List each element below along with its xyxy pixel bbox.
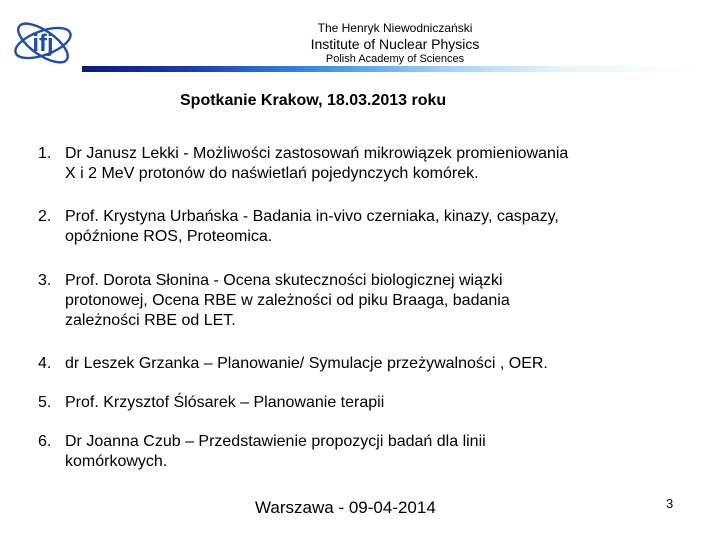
item-line: komórkowych. — [65, 453, 168, 470]
item-text — [65, 207, 678, 247]
institute-name-line2: Institute of Nuclear Physics — [310, 36, 480, 52]
item-line: zależności RBE od LET. — [65, 312, 236, 329]
item-line: dr Leszek Grzanka – Planowanie/ Symulacje przeżywalności , OER. — [65, 355, 548, 372]
agenda-item — [38, 207, 678, 247]
item-line: Prof. Krystyna Urbańska - Badania in-vivo czerniaka, kinazy, caspazy, — [65, 208, 559, 225]
item-number: 1. — [38, 145, 52, 162]
item-line: Dr Joanna Czub – Przedstawienie propozycji badań dla linii — [65, 433, 486, 450]
footer-date: Warszawa - 09-04-2014 — [255, 498, 436, 517]
institute-name-line1: The Henryk Niewodniczański — [317, 21, 473, 35]
item-line: Prof. Dorota Słonina - Ocena skuteczności biologicznej wiązki — [65, 272, 503, 289]
agenda-item — [38, 144, 678, 184]
agenda-list — [38, 144, 678, 472]
logo-letters: ifj — [32, 30, 54, 57]
item-number: 3. — [38, 272, 52, 289]
item-number: 4. — [38, 355, 52, 372]
item-text — [65, 393, 678, 413]
page-number: 3 — [666, 496, 674, 511]
item-number: 5. — [38, 394, 52, 411]
institute-name-line3: Polish Academy of Sciences — [325, 53, 465, 65]
item-text — [65, 354, 678, 374]
header-gradient-bar — [82, 66, 700, 72]
agenda-item — [38, 393, 678, 413]
item-text — [65, 144, 678, 184]
agenda-item — [38, 354, 678, 374]
agenda-item — [38, 432, 678, 472]
item-line: opóźnione ROS, Proteomica. — [65, 228, 273, 245]
item-line: Dr Janusz Lekki - Możliwości zastosowań mikrowiązek promieniowania — [65, 145, 569, 162]
item-number: 6. — [38, 433, 52, 450]
agenda-item — [38, 271, 678, 331]
item-number: 2. — [38, 208, 52, 225]
item-text — [65, 432, 678, 472]
item-line: Prof. Krzysztof Ślósarek – Planowanie terapii — [65, 394, 385, 411]
ifj-logo-icon — [10, 18, 76, 68]
item-text — [65, 271, 678, 331]
item-line: X i 2 MeV protonów do naświetlań pojedynczych komórek. — [65, 165, 479, 182]
item-line: protonowej, Ocena RBE w zależności od piku Braaga, badania — [65, 292, 510, 309]
meeting-subtitle: Spotkanie Krakow, 18.03.2013 roku — [180, 92, 447, 109]
